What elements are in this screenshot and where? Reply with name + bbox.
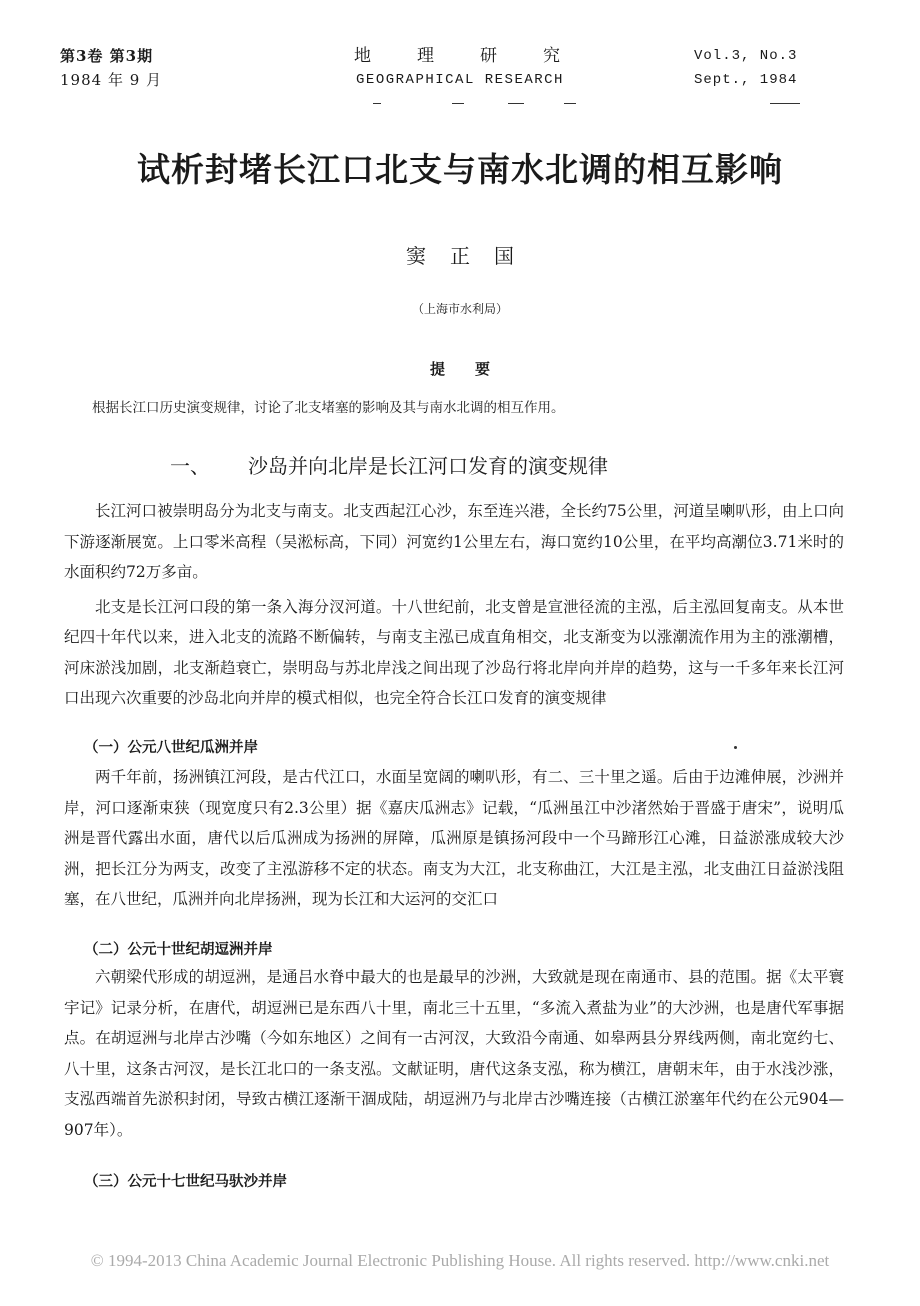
paragraph: 六朝梁代形成的胡逗洲，是通吕水脊中最大的也是最早的沙洲，大致就是现在南通市、县的范围。据《太平寰宇记》记录分析，在唐代，胡逗洲已是东西八十里，南北三十五里，“多流入煮盐为业”的大沙洲，也是唐代军事据点。在胡逗洲与北岸古沙嘴（今如东地区）之间有一古河汊，大致沿今南通、如皋两县分界线两侧，南北宽约七、八十里，这条古河汊，是长江北口的一条支泓。文献证明，唐代这条支泓，称为横江，唐朝末年，由于水浅沙涨，支泓西端首先淤积封闭，导致古横江逐渐干涸成陆，胡逗洲乃与北岸古沙嘴连接（古横江淤塞年代约在公元904—907年）。 <box>64 968 844 1139</box>
section-number: 一、 <box>170 454 210 478</box>
date-en: Sept., 1984 <box>694 72 798 88</box>
journal-name-en: GEOGRAPHICAL RESEARCH <box>356 72 564 88</box>
abstract-heading: 提要 <box>429 360 520 378</box>
journal-volume-info <box>694 44 797 92</box>
subsection-body <box>64 762 844 915</box>
subsection-heading: （二）公元十世纪胡逗洲并岸 <box>84 942 273 958</box>
subsection-heading: （一）公元八世纪瓜洲并岸 <box>84 740 258 756</box>
section-body <box>64 496 844 714</box>
stray-mark <box>734 746 737 749</box>
paragraph: 长江河口被崇明岛分为北支与南支。北支西起江心沙，东至连兴港，全长约75公里，河道呈喇叭形，由上口向下游逐渐展宽。上口零米高程（吴淞标高，下同）河宽约1公里左右，海口宽约10公里，在平均高潮位3.71米时的水面积约72万多亩。 <box>64 502 844 581</box>
article-title: 试析封堵长江口北支与南水北调的相互影响 <box>137 150 783 189</box>
volume-issue: 第3卷 第3期 <box>60 47 154 65</box>
section-title: 沙岛并向北岸是长江河口发育的演变规律 <box>248 454 608 478</box>
copyright-footer: © 1994-2013 China Academic Journal Electronic Publishing House. All rights reserved. http://www.cnki.net <box>90 1251 830 1270</box>
subsection-heading: （三）公元十七世纪马驮沙并岸 <box>84 1174 287 1190</box>
author-name: 窦正国 <box>406 244 538 268</box>
section-heading <box>170 450 870 479</box>
author-affiliation: （上海市水利局） <box>411 302 508 316</box>
subsection-body <box>64 962 844 1145</box>
journal-name-cn: 地理研究 <box>354 46 606 66</box>
abstract-text: 根据长江口历史演变规律，讨论了北支堵塞的影响及其与南水北调的相互作用。 <box>92 400 565 416</box>
paragraph: 北支是长江河口段的第一条入海分汊河道。十八世纪前，北支曾是宣泄径流的主泓，后主泓回复南支。从本世纪四十年代以来，进入北支的流路不断偏转，与南支主泓已成直角相交，北支渐变为以涨潮流作用为主的涨潮槽，河床淤浅加剧，北支渐趋衰亡，崇明岛与苏北岸浅之间出现了沙岛行将北岸向并岸的趋势，这与一千多年来长江河口出现六次重要的沙岛北向并岸的模式相似，也完全符合长江口发育的演变规律 <box>64 597 844 707</box>
issue-date-cn: 1984 年 9 月 <box>60 71 163 89</box>
volume-en: Vol.3, No.3 <box>694 48 798 64</box>
header-rule <box>0 103 920 105</box>
paragraph: 两千年前，扬洲镇江河段，是古代江口，水面呈宽阔的喇叭形，有二、三十里之遥。后由于边滩伸展，沙洲并岸，河口逐渐束狭（现宽度只有2.3公里）据《嘉庆瓜洲志》记载，“瓜洲虽江中沙渚然始于晋盛于唐宋”，说明瓜洲是晋代露出水面，唐代以后瓜洲成为扬洲的屏障，瓜洲原是镇扬河段中一个马蹄形江心滩，日益淤涨成较大沙洲，把长江分为两支，改变了主泓游移不定的状态。南支为大江，北支称曲江，大江是主泓，北支曲江日益淤浅阻塞，在八世纪，瓜洲并向北岸扬洲，现为长江和大运河的交汇口 <box>64 768 844 908</box>
